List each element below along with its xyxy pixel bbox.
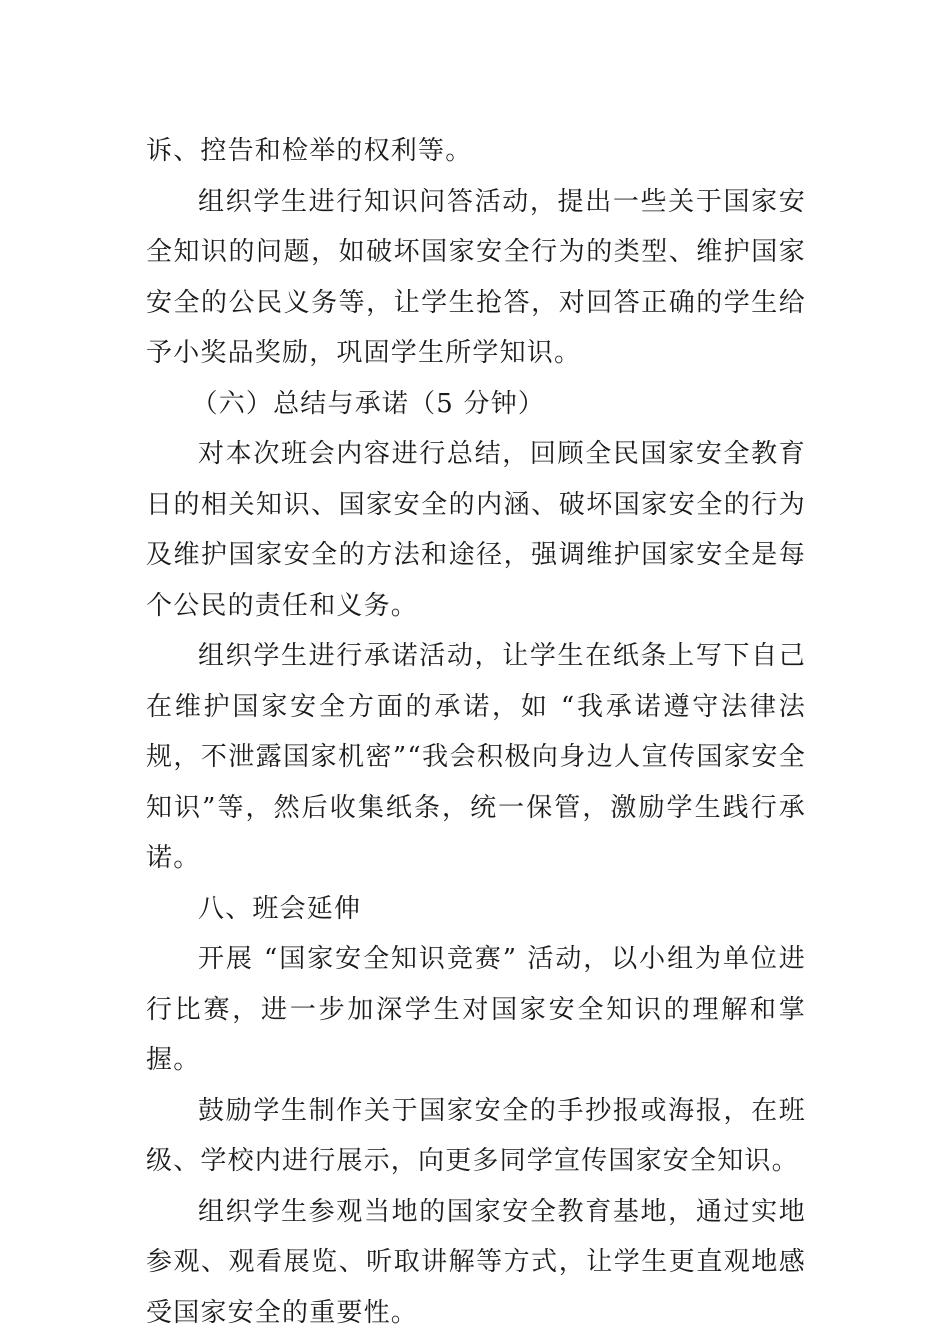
paragraph-posters: 鼓励学生制作关于国家安全的手抄报或海报，在班级、学校内进行展示，向更多同学宣传国家安全知识。 [146,1095,806,1176]
heading-class-meeting-extension: 八、班会延伸 [198,893,362,924]
heading-summary-and-pledge: （六）总结与承诺（5 分钟） [191,388,546,419]
document-body [146,126,806,1338]
paragraph-pledge-activity: 组织学生进行承诺活动，让学生在纸条上写下自己在维护国家安全方面的承诺，如 “我承诺遵守法律法规，不泄露国家机密”“我会积极向身边人宣传国家安全知识”等，然后收集纸条，统一保管，激励学生践行承诺。 [146,641,806,873]
paragraph-summary: 对本次班会内容进行总结，回顾全民国家安全教育日的相关知识、国家安全的内涵、破坏国家安全的行为及维护国家安全的方法和途径，强调维护国家安全是每个公民的责任和义务。 [146,439,806,621]
paragraph-knowledge-contest: 开展 “国家安全知识竞赛” 活动，以小组为单位进行比赛，进一步加深学生对国家安全知识的理解和掌握。 [146,944,806,1075]
paragraph-education-base-visit: 组织学生参观当地的国家安全教育基地，通过实地参观、观看展览、听取讲解等方式，让学生更直观地感受国家安全的重要性。 [146,1196,806,1328]
paragraph-continuation: 诉、控告和检举的权利等。 [146,136,473,166]
paragraph-quiz-activity: 组织学生进行知识问答活动，提出一些关于国家安全知识的问题，如破坏国家安全行为的类型、维护国家安全的公民义务等，让学生抢答，对回答正确的学生给予小奖品奖励，巩固学生所学知识。 [146,186,806,368]
